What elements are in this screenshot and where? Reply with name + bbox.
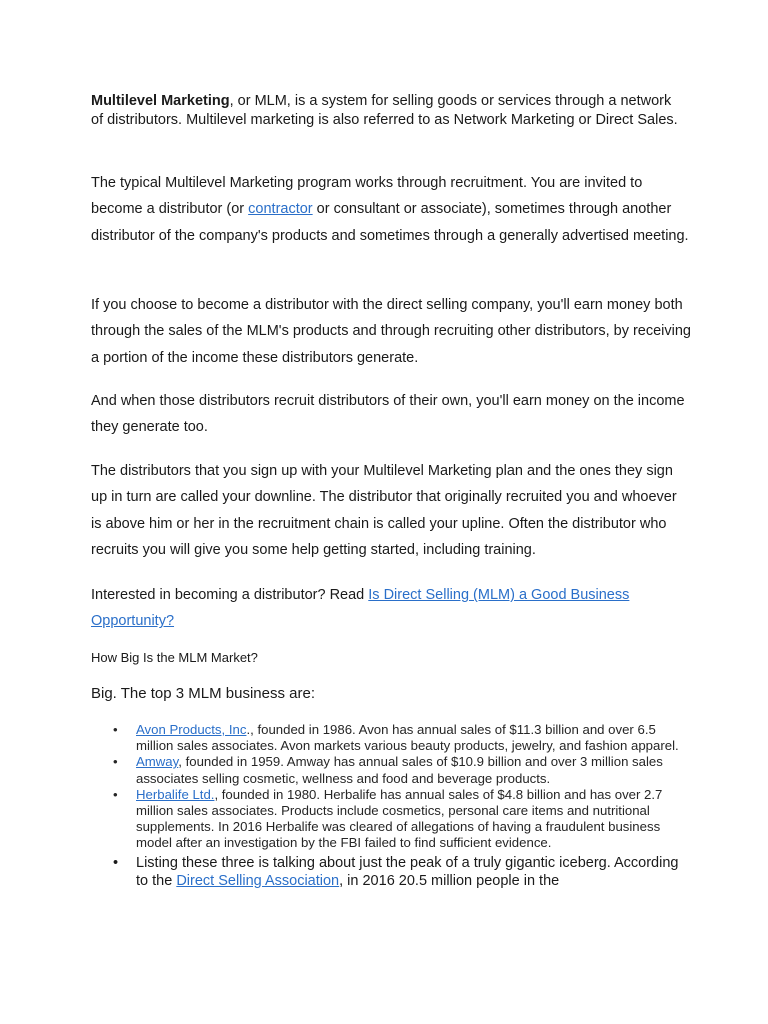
intro-text: , or MLM, is a system for selling goods or services through a network of distributors. Multilevel marketing is also referred to as Network Marketing or Direct Sales.: [91, 93, 678, 128]
list-item-herbalife: [91, 787, 691, 852]
downline-income-paragraph: And when those distributors recruit distributors of their own, you'll earn money on the income they generate too.: [91, 393, 685, 436]
iceberg-text-a: Listing these three is talking about just the peak of a truly gigantic iceberg. According to the: [136, 854, 679, 889]
recruitment-text-b: or consultant or associate), sometimes through another distributor of the company's products and sometimes through a generally advertised meeting.: [91, 201, 689, 244]
top-mlm-lead: Big. The top 3 MLM business are:: [91, 685, 316, 702]
intro-paragraph: [91, 92, 681, 129]
list-item-amway: [91, 754, 691, 786]
herbalife-link[interactable]: Herbalife Ltd.: [136, 786, 215, 802]
avon-text: ., founded in 1986. Avon has annual sales of $11.3 billion and over 6.5 million sales associates. Avon markets various beauty products, jewelry, and fashion apparel.: [136, 722, 679, 754]
herbalife-text: , founded in 1980. Herbalife has annual sales of $4.8 billion and has over 2.7 million sales associates. Products include cosmetics, personal care items and nutritional supplements. In 2016 Herbalife was cleared of allegations of having a fraudulent business model after an investigation by the FBI failed to find sufficient evidence.: [136, 786, 663, 851]
list-item-avon: [91, 722, 691, 754]
top-mlm-list: [91, 722, 691, 890]
recruitment-paragraph: [91, 170, 691, 249]
interested-text: Interested in becoming a distributor? Read: [91, 587, 369, 603]
interested-paragraph: [91, 582, 691, 635]
contractor-link[interactable]: contractor: [248, 201, 313, 218]
avon-link[interactable]: Avon Products, Inc: [136, 722, 247, 737]
amway-text: , founded in 1959. Amway has annual sales of $10.9 billion and over 3 million sales associates selling cosmetic, wellness and food and beverage products.: [136, 754, 663, 786]
list-item-iceberg: [91, 854, 691, 890]
iceberg-text-b: , in 2016 20.5 million people in the: [339, 872, 560, 889]
direct-selling-opportunity-link[interactable]: Is Direct Selling (MLM) a Good Business Opportunity?: [91, 587, 630, 630]
amway-link[interactable]: Amway: [136, 754, 179, 770]
earnings-paragraph: If you choose to become a distributor with the direct selling company, you'll earn money both through the sales of the MLM's products and through recruiting other distributors, by receiving a portion of the income these distributors generate.: [91, 297, 692, 366]
intro-term: Multilevel Marketing: [91, 93, 230, 109]
direct-selling-association-link[interactable]: Direct Selling Association: [176, 872, 340, 889]
market-size-heading: How Big Is the MLM Market?: [91, 650, 258, 665]
recruitment-text-a: The typical Multilevel Marketing program works through recruitment. You are invited to become a distributor (or: [91, 175, 643, 218]
downline-upline-paragraph: The distributors that you sign up with your Multilevel Marketing plan and the ones they sign up in turn are called your downline. The distributor that originally recruited you and whoever is above him or her in the recruitment chain is called your upline. Often the distributor who recruits you will give you some help getting started, including training.: [91, 463, 677, 558]
